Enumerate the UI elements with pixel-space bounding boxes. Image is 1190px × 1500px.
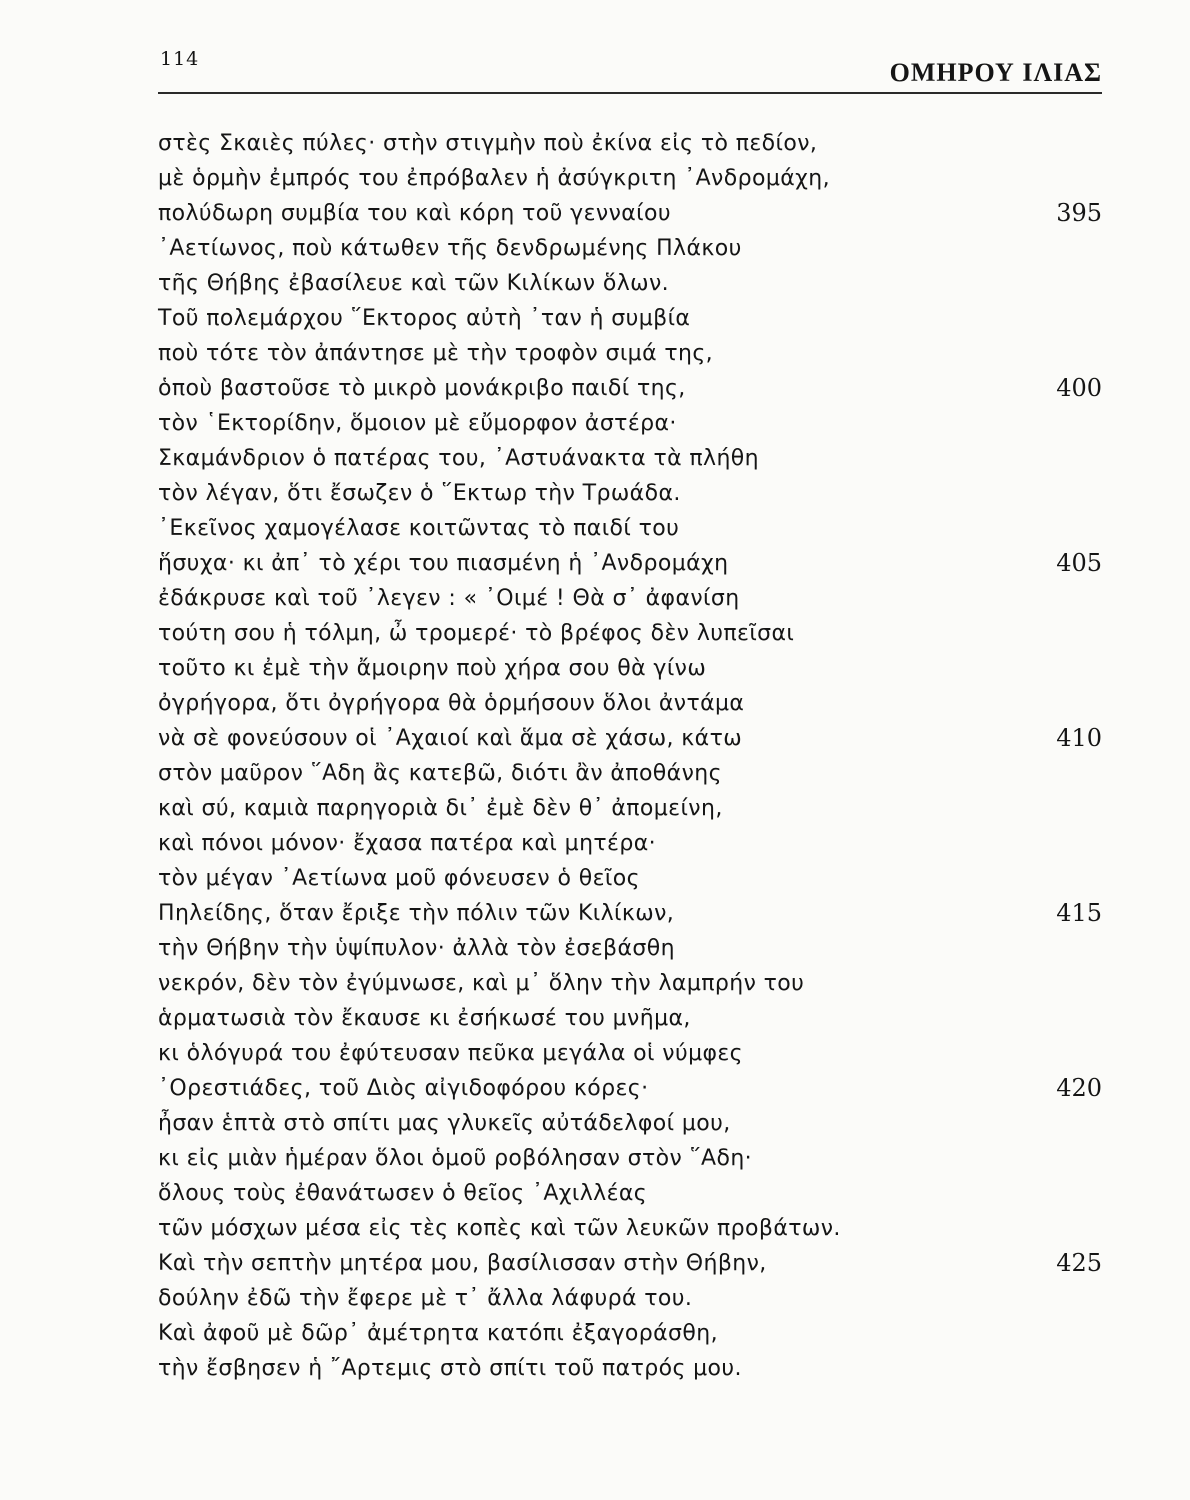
line-number: 410: [1056, 724, 1102, 752]
verse-text: νεκρόν, δὲν τὸν ἐγύμνωσε, καὶ μ᾿ ὅλην τὴν λαμπρήν του: [158, 971, 805, 996]
verse-line: [158, 406, 1102, 441]
verse-text: νὰ σὲ φονεύσουν οἱ ᾿Αχαιοί καὶ ἅμα σὲ χάσω, κάτω: [158, 726, 743, 751]
verse-line: [158, 126, 1102, 161]
verse-text: ᾿Αετίωνος, ποὺ κάτωθεν τῆς δενδρωμένης Πλάκου: [158, 236, 742, 261]
verse-line: [158, 826, 1102, 861]
running-head-title: ΟΜΗΡΟΥ ΙΛΙΑΣ: [889, 58, 1102, 87]
verse-text: ὀγρήγορα, ὅτι ὀγρήγορα θὰ ὁρμήσουν ὅλοι ἀντάμα: [158, 691, 745, 716]
verse-text: δούλην ἐδῶ τὴν ἔφερε μὲ τ᾿ ἄλλα λάφυρά του.: [158, 1286, 693, 1311]
verse-line: [158, 1351, 1102, 1386]
verse-line: [158, 1281, 1102, 1316]
verse-line: [158, 931, 1102, 966]
verse-text: ποὺ τότε τὸν ἀπάντησε μὲ τὴν τροφὸν σιμά της,: [158, 341, 714, 366]
verse-line: [158, 1246, 1102, 1281]
verse-line: [158, 1071, 1102, 1106]
line-number: 405: [1056, 549, 1102, 577]
verse-text: ᾿Ορεστιάδες, τοῦ Διὸς αἰγιδοφόρου κόρες·: [158, 1076, 649, 1101]
verse-line: [158, 301, 1102, 336]
verse-text: ἁρματωσιὰ τὸν ἔκαυσε κι ἐσήκωσέ του μνῆμα,: [158, 1006, 691, 1031]
verse-line: [158, 371, 1102, 406]
line-number: 425: [1056, 1249, 1102, 1277]
verse-text: Καὶ ἀφοῦ μὲ δῶρ᾿ ἀμέτρητα κατόπι ἐξαγοράσθη,: [158, 1321, 718, 1346]
verse-text: ὅλους τοὺς ἐθανάτωσεν ὁ θεῖος ᾿Αχιλλέας: [158, 1181, 648, 1206]
verse-line: [158, 686, 1102, 721]
verse-text: ἦσαν ἑπτὰ στὸ σπίτι μας γλυκεῖς αὐτάδελφοί μου,: [158, 1111, 731, 1136]
verse-line: [158, 476, 1102, 511]
verse-text: Πηλείδης, ὅταν ἔριξε τὴν πόλιν τῶν Κιλίκων,: [158, 901, 675, 926]
verse-text: μὲ ὁρμὴν ἐμπρός του ἐπρόβαλεν ἡ ἀσύγκριτη ᾿Ανδρομάχη,: [158, 166, 830, 191]
verse-text: τῶν μόσχων μέσα εἰς τὲς κοπὲς καὶ τῶν λευκῶν προβάτων.: [158, 1216, 841, 1241]
verse-line: [158, 861, 1102, 896]
line-number: 400: [1056, 374, 1102, 402]
verse-line: [158, 546, 1102, 581]
page-number: 114: [160, 48, 200, 70]
line-number: 395: [1056, 199, 1102, 227]
verse-line: [158, 1141, 1102, 1176]
verse-text: Τοῦ πολεμάρχου ῞Εκτορος αὐτὴ ᾿ταν ἡ συμβία: [158, 306, 691, 331]
verse-line: [158, 896, 1102, 931]
verse-line: [158, 791, 1102, 826]
verse-text: Καὶ τὴν σεπτὴν μητέρα μου, βασίλισσαν στὴν Θήβην,: [158, 1251, 767, 1276]
header-rule: [158, 92, 1102, 94]
verse-text: κι ὁλόγυρά του ἐφύτευσαν πεῦκα μεγάλα οἱ νύμφες: [158, 1041, 743, 1066]
verse-line: [158, 231, 1102, 266]
verse-text: ᾿Εκεῖνος χαμογέλασε κοιτῶντας τὸ παιδί του: [158, 516, 680, 541]
verse-line: [158, 756, 1102, 791]
verse-line: [158, 336, 1102, 371]
line-number: 415: [1056, 899, 1102, 927]
verse-line: [158, 161, 1102, 196]
verse-line: [158, 1316, 1102, 1351]
verse-text: καὶ σύ, καμιὰ παρηγοριὰ δι᾿ ἐμὲ δὲν θ᾿ ἀπομείνη,: [158, 796, 723, 821]
verse-line: [158, 1176, 1102, 1211]
verse-line: [158, 511, 1102, 546]
verse-line: [158, 1001, 1102, 1036]
verse-line: [158, 441, 1102, 476]
verse-text: τούτη σου ἡ τόλμη, ὦ τρομερέ· τὸ βρέφος δὲν λυπεῖσαι: [158, 621, 795, 646]
line-number: 420: [1056, 1074, 1102, 1102]
verse-line: [158, 616, 1102, 651]
verse-text: πολύδωρη συμβία του καὶ κόρη τοῦ γενναίου: [158, 201, 672, 226]
verse-text: στὸν μαῦρον ῞Αδη ἂς κατεβῶ, διότι ἂν ἀποθάνης: [158, 761, 722, 786]
verse-text: τὴν Θήβην τὴν ὑψίπυλον· ἀλλὰ τὸν ἐσεβάσθη: [158, 936, 675, 961]
verse-text: τοῦτο κι ἐμὲ τὴν ἄμοιρην ποὺ χήρα σου θὰ γίνω: [158, 656, 707, 681]
verse-line: [158, 966, 1102, 1001]
verse-line: [158, 196, 1102, 231]
verse-text: τὴν ἔσβησεν ἡ ῎Αρτεμις στὸ σπίτι τοῦ πατρός μου.: [158, 1356, 742, 1381]
verse-text: ἐδάκρυσε καὶ τοῦ ᾿λεγεν : « ᾿Οιμέ ! Θὰ σ᾿ ἀφανίση: [158, 586, 740, 611]
verse-text: Σκαμάνδριον ὁ πατέρας του, ᾿Αστυάνακτα τὰ πλήθη: [158, 446, 760, 471]
verse-text: στὲς Σκαιὲς πύλες· στὴν στιγμὴν ποὺ ἐκίνα εἰς τὸ πεδίον,: [158, 131, 818, 156]
verse-text: καὶ πόνοι μόνον· ἔχασα πατέρα καὶ μητέρα·: [158, 831, 657, 856]
verse-line: [158, 1036, 1102, 1071]
verse-text: τὸν λέγαν, ὅτι ἔσωζεν ὁ ῞Εκτωρ τὴν Τρωάδα.: [158, 481, 681, 506]
verse-line: [158, 721, 1102, 756]
verse-text: κι εἰς μιὰν ἡμέραν ὅλοι ὁμοῦ ροβόλησαν στὸν ῞Αδη·: [158, 1146, 753, 1171]
verse-line: [158, 581, 1102, 616]
verse-text: ὁποὺ βαστοῦσε τὸ μικρὸ μονάκριβο παιδί της,: [158, 376, 686, 401]
poem-body: [158, 126, 1102, 1386]
verse-line: [158, 651, 1102, 686]
verse-line: [158, 266, 1102, 301]
verse-line: [158, 1106, 1102, 1141]
verse-text: ἥσυχα· κι ἀπ᾿ τὸ χέρι του πιασμένη ἡ ᾿Ανδρομάχη: [158, 551, 729, 576]
verse-line: [158, 1211, 1102, 1246]
verse-text: τὸν ῾Εκτορίδην, ὅμοιον μὲ εὔμορφον ἀστέρα·: [158, 411, 677, 436]
verse-text: τῆς Θήβης ἐβασίλευε καὶ τῶν Κιλίκων ὅλων.: [158, 271, 670, 296]
verse-text: τὸν μέγαν ᾿Αετίωνα μοῦ φόνευσεν ὁ θεῖος: [158, 866, 640, 891]
